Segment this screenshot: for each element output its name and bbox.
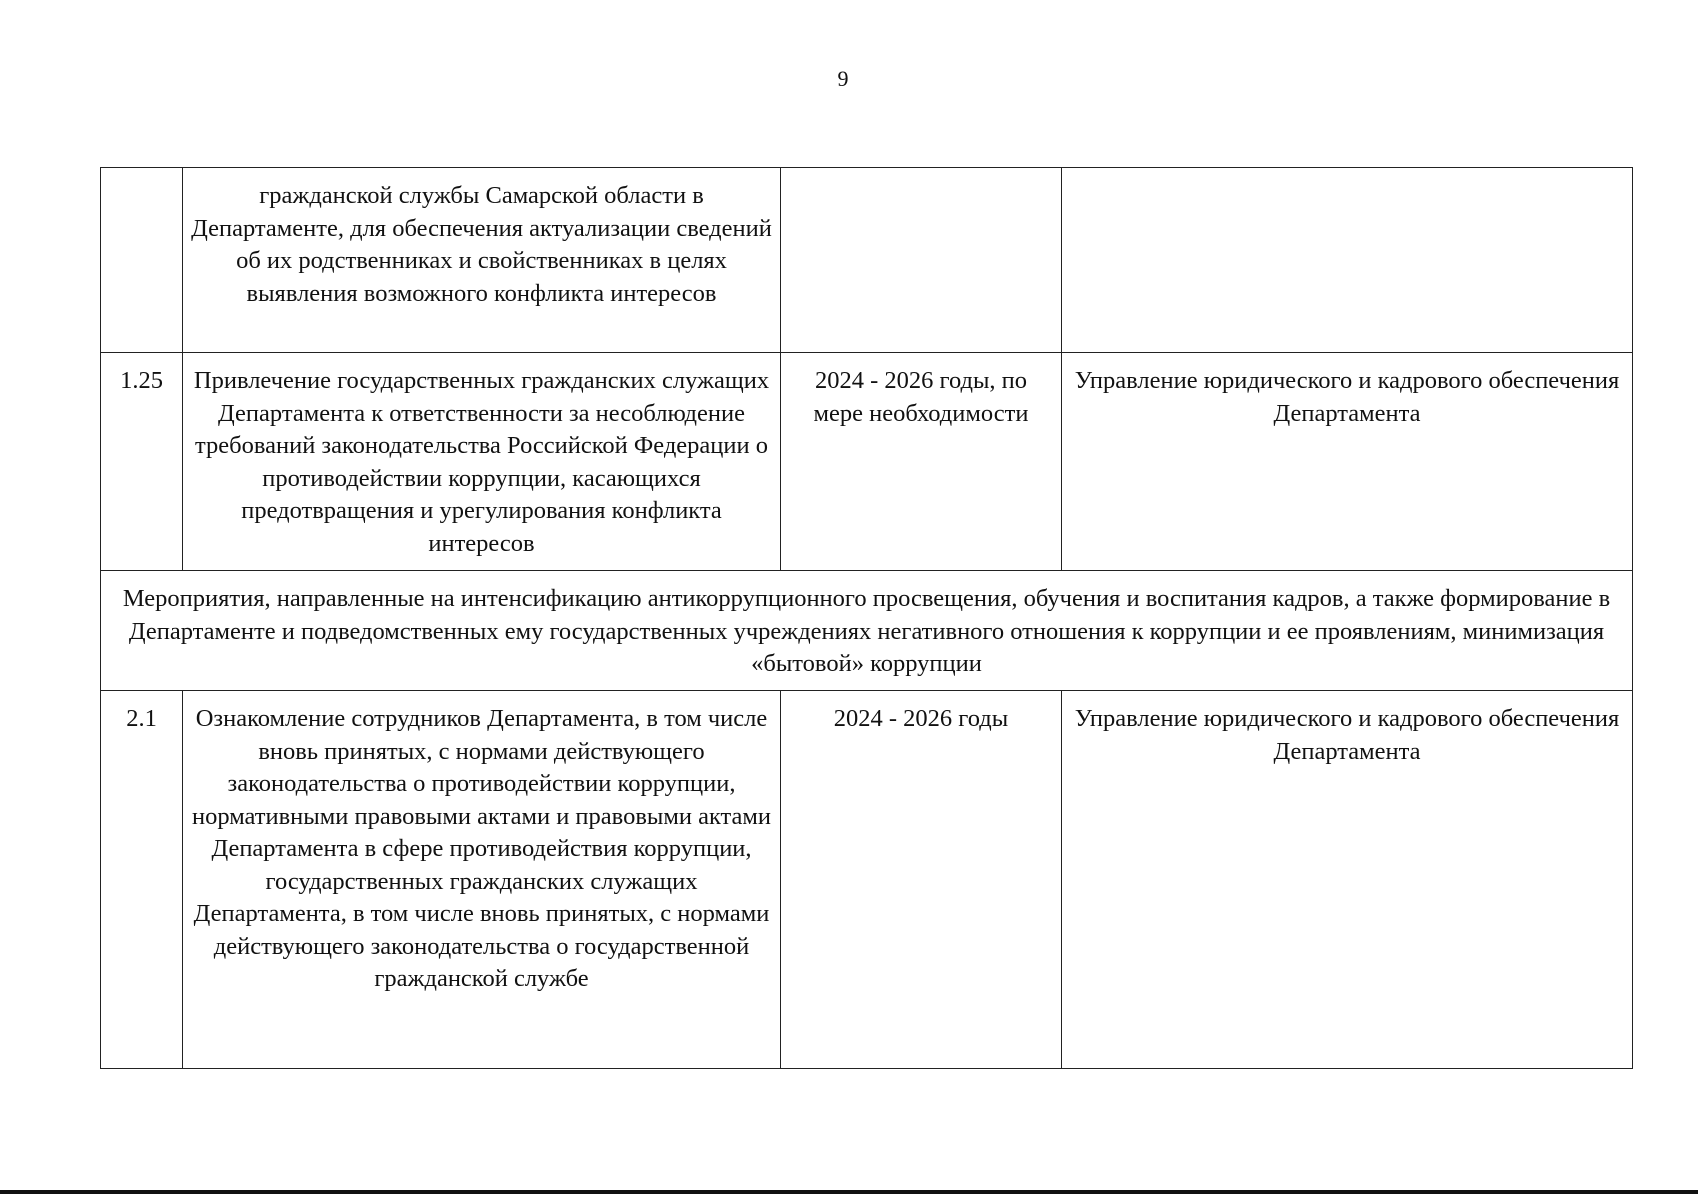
measures-table [100,167,1633,1069]
measure-responsible: Управление юридического и кадрового обеспечения Департамента [1062,353,1633,571]
table-row [101,691,1633,1069]
measure-period [781,168,1062,353]
scan-bottom-edge [0,1190,1698,1194]
measure-period: 2024 - 2026 годы [781,691,1062,1069]
item-number [101,168,183,353]
section-heading-row [101,571,1633,691]
item-number: 1.25 [101,353,183,571]
section-heading: Мероприятия, направленные на интенсификацию антикоррупционного просвещения, обучения и воспитания кадров, а также формирование в Департаменте и подведомственных ему государственных учреждениях негативного отношения к коррупции и ее проявлениям, минимизация «бытовой» коррупции [101,571,1633,691]
measure-responsible: Управление юридического и кадрового обеспечения Департамента [1062,691,1633,1069]
measure-responsible [1062,168,1633,353]
table-row [101,353,1633,571]
page-number: 9 [837,66,849,91]
table-row [101,168,1633,353]
measure-description: гражданской службы Самарской области в Департаменте, для обеспечения актуализации сведений об их родственниках и свойственниках в целях выявления возможного конфликта интересов [183,168,781,353]
item-number: 2.1 [101,691,183,1069]
measure-period: 2024 - 2026 годы, по мере необходимости [781,353,1062,571]
measure-description: Привлечение государственных гражданских служащих Департамента к ответственности за несоблюдение требований законодательства Российской Федерации о противодействии коррупции, касающихся предотвращения и урегулирования конфликта интересов [183,353,781,571]
measure-description: Ознакомление сотрудников Департамента, в том числе вновь принятых, с нормами действующего законодательства о противодействии коррупции, нормативными правовыми актами и правовыми актами Департамента в сфере противодействия коррупции, государственных гражданских служащих Департамента, в том числе вновь принятых, с нормами действующего законодательства о государственной гражданской службе [183,691,781,1069]
